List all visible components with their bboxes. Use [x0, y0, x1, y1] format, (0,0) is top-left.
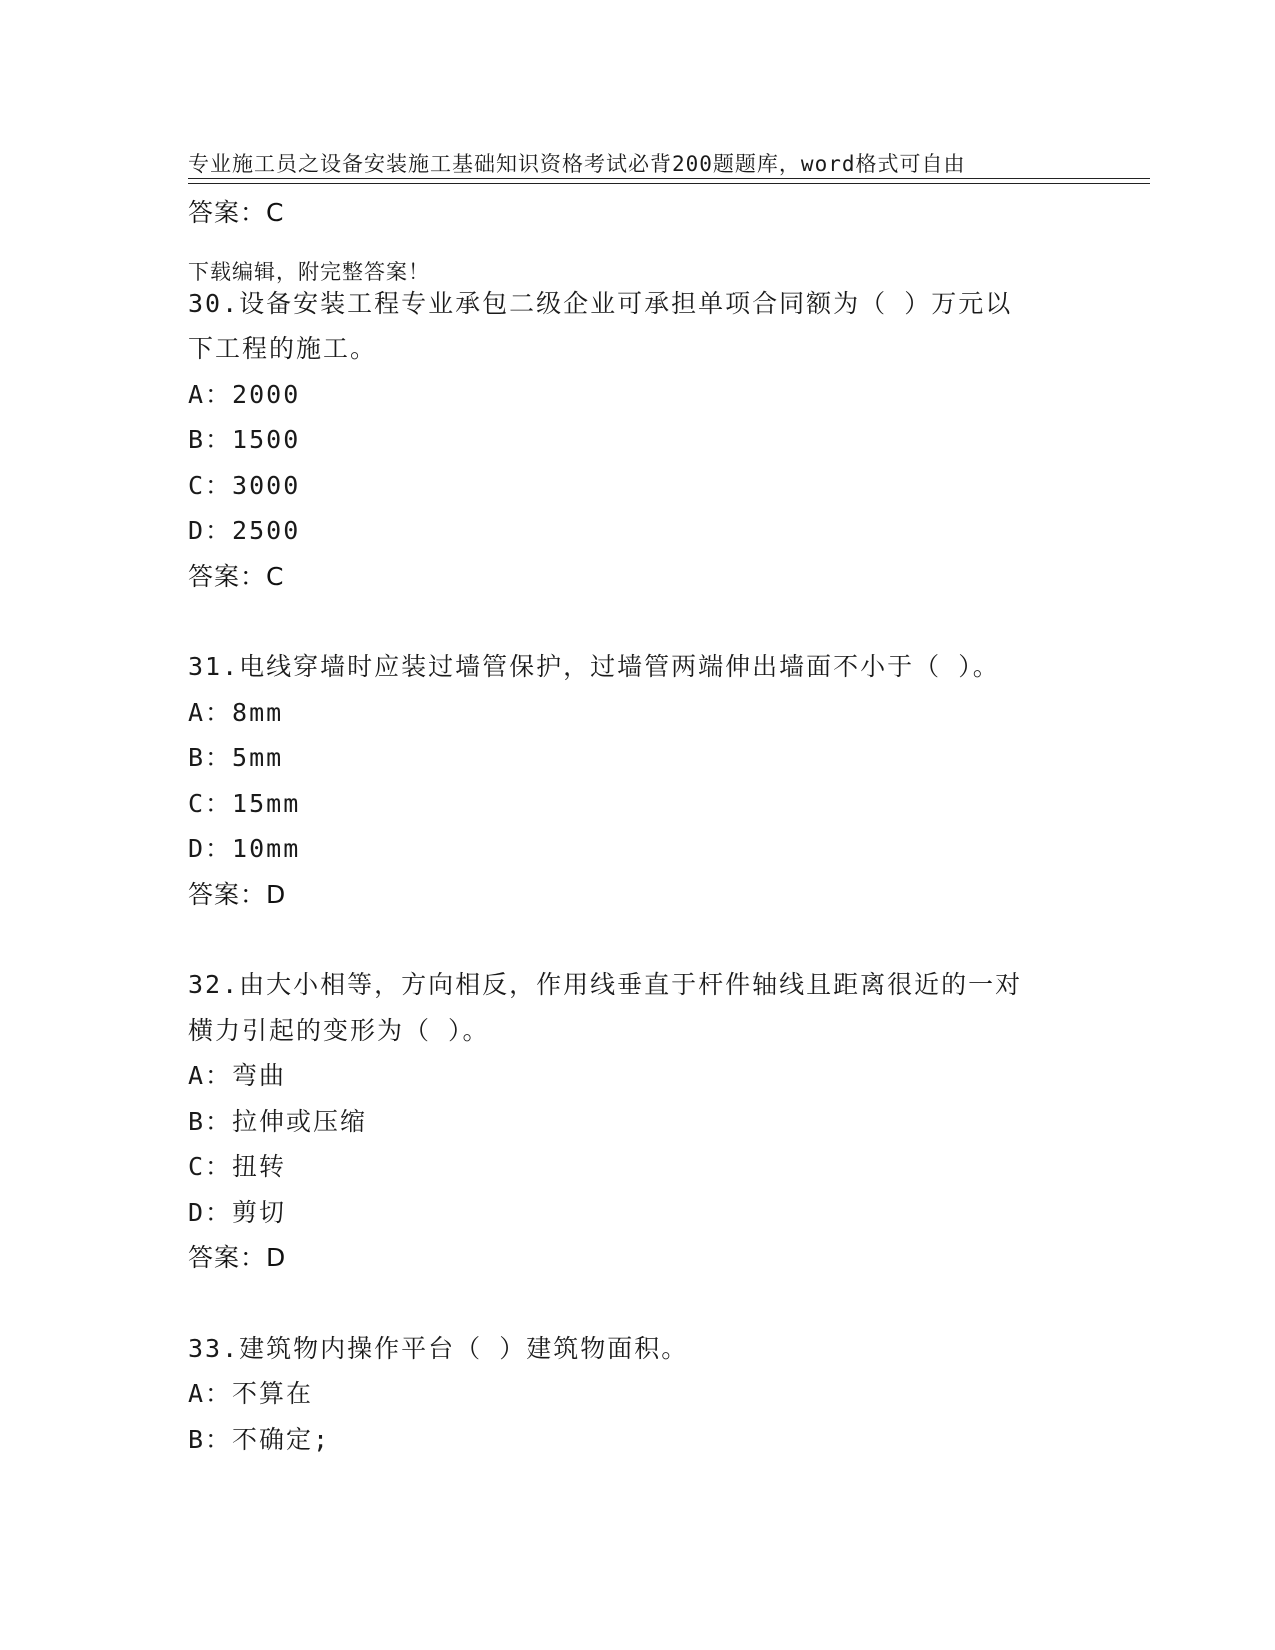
question-32 [188, 962, 1088, 1281]
question-30 [188, 281, 1088, 600]
question-title-cont: 横力引起的变形为（ ）。 [188, 1015, 490, 1045]
option-d: D：2500 [188, 516, 301, 545]
answer: 答案：C [188, 561, 285, 591]
question-title: 32.由大小相等，方向相反，作用线垂直于杆件轴线且距离很近的一对 [188, 970, 1023, 999]
option-b: B：拉伸或压缩 [188, 1106, 368, 1136]
question-list [188, 190, 1088, 1462]
option-b: B：1500 [188, 425, 301, 454]
option-c: C：3000 [188, 470, 301, 500]
header-divider-bottom [188, 183, 1150, 184]
previous-answer: 答案：C [188, 198, 285, 227]
option-b: B：5mm [188, 743, 284, 772]
answer: 答案：D [188, 1243, 287, 1272]
question-title: 31.电线穿墙时应装过墙管保护，过墙管两端伸出墙面不小于（ ）。 [188, 652, 1000, 681]
option-b: B：不确定; [188, 1424, 331, 1454]
header-line-2: 下载编辑，附完整答案！ [188, 260, 430, 284]
option-a: A：弯曲 [188, 1061, 287, 1090]
option-a: A：不算在 [188, 1379, 314, 1408]
option-c: C：15mm [188, 788, 301, 818]
option-d: D：剪切 [188, 1197, 287, 1227]
option-d: D：10mm [188, 834, 301, 863]
question-title: 33.建筑物内操作平台（ ）建筑物面积。 [188, 1333, 689, 1363]
header-line-1: 专业施工员之设备安装施工基础知识资格考试必背200题题库，word格式可自由 [188, 152, 966, 176]
option-a: A：8mm [188, 697, 284, 727]
question-31 [188, 644, 1088, 917]
question-title: 30.设备安装工程专业承包二级企业可承担单项合同额为（ ）万元以 [188, 288, 1013, 318]
question-33 [188, 1326, 1088, 1463]
option-c: C：扭转 [188, 1152, 287, 1181]
option-a: A：2000 [188, 379, 301, 409]
header-divider-top [188, 178, 1150, 179]
question-title-cont: 下工程的施工。 [188, 334, 378, 363]
answer: 答案：D [188, 879, 287, 909]
